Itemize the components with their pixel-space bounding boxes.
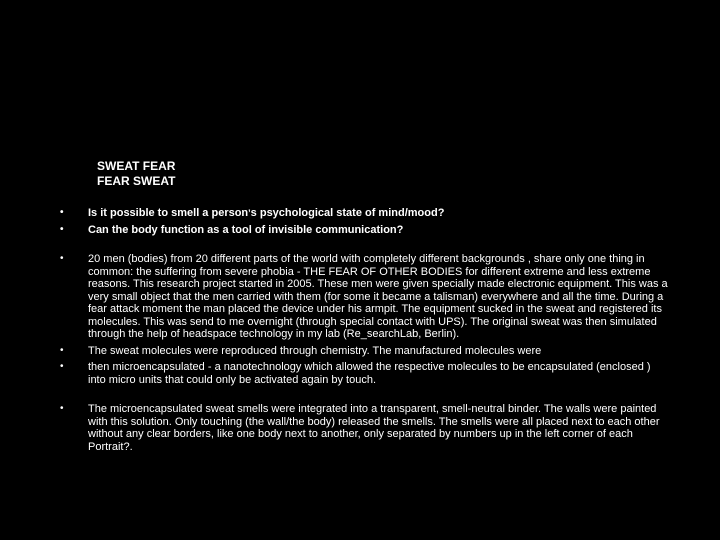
bullet-marker: •: [60, 223, 64, 235]
bullet-marker: •: [60, 207, 64, 218]
bullet-paragraph-walls: [0, 403, 720, 453]
bullet-question-communication: [0, 224, 720, 237]
title-block: [97, 159, 175, 189]
bullet-list: [0, 207, 720, 453]
bullet-paragraph-research: [0, 253, 720, 341]
bullet-marker: •: [60, 344, 64, 356]
paragraph-chemistry-text: The sweat molecules were reproduced through chemistry. The manufactured molecules were: [88, 344, 542, 357]
paragraph-research-text: 20 men (bodies) from 20 different parts of the world with completely different backgrounds , share only one thing in common: the suffering from severe phobia - THE FEAR OF OTHER BODIES for different extreme and less extreme reasons. This research project started in 2005. These men were given specially made electronic equipment. This was a very small object that the men carried with them (for some it became a talisman) everywhere and all the time. During a fear attack moment the man placed the device under his armpit. The equipment sucked in the sweat and registered its molecules. This was send to me overnight (through special contact with UPS). The original sweat was then simulated through the help of headspace technology in my lab (Re_searchLab, Berlin).: [88, 253, 668, 340]
title-line-1: SWEAT FEAR: [97, 159, 176, 173]
paragraph-walls-text: The microencapsulated sweat smells were integrated into a transparent, smell-neutral binder. The walls were painted with this solution. Only touching (the wall/the body) released the smells. The smells were all placed next to each other without any clear borders, like one body next to another, only separated by numbers up in the left corner of each Portrait?.: [88, 403, 660, 453]
bullet-marker: •: [60, 403, 64, 414]
bullet-question-smell: [0, 207, 720, 220]
question-smell-text-start: Is it possible to smell a person: [88, 207, 249, 219]
bullet-paragraph-microencapsulation: [0, 361, 720, 386]
question-smell-text-end: s psychological state of mind/mood?: [250, 207, 445, 219]
question-communication-text: Can the body function as a tool of invisible communication?: [88, 223, 404, 236]
bullet-marker: •: [60, 253, 64, 264]
bullet-marker: •: [60, 361, 64, 372]
paragraph-microencapsulation-text: then microencapsulated - a nanotechnology which allowed the respective molecules to be encapsulated (enclosed ) into micro units that could only be activated again by touch.: [88, 361, 651, 386]
question-smell-apostrophe: ’: [248, 208, 251, 218]
bullet-paragraph-chemistry: [0, 345, 720, 358]
title-line-2: FEAR SWEAT: [97, 174, 176, 188]
